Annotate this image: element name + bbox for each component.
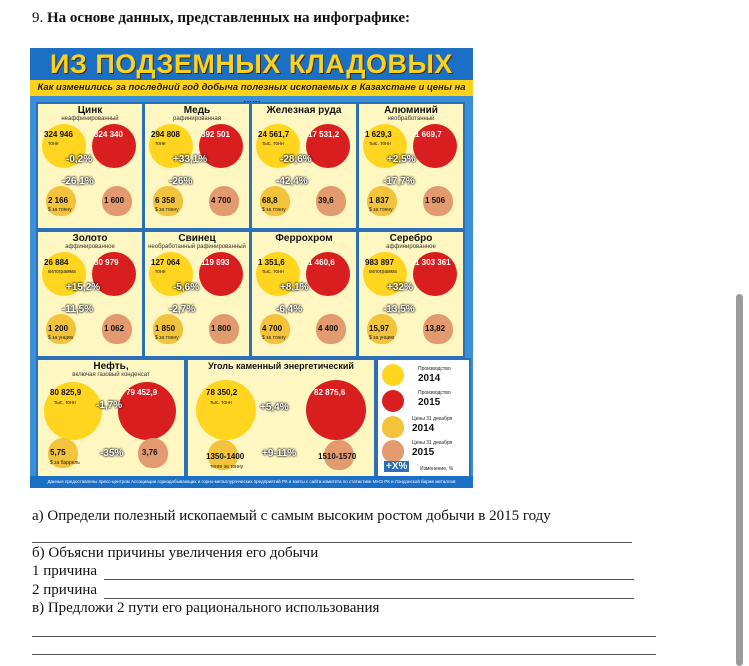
prod-change: -0,2% <box>66 154 93 165</box>
prod-2015-value: 82 875,6 <box>314 388 346 397</box>
prod-change: +15,2% <box>66 282 101 293</box>
legend <box>376 358 471 478</box>
panel-name: Свинец <box>178 233 216 244</box>
price-change: -2,7% <box>169 304 196 315</box>
infographic-footer: Данные предоставлены пресс-центром Ассоциации горнодобывающих и горно-металлургических предприятий РК и взяты с сайта комитета по статистике МНЭ РК и Лондонской бирже металлов <box>30 476 473 488</box>
prod-2014-value: 1 351,6 <box>258 258 285 267</box>
prod-2014-value: 80 825,9 <box>50 388 82 397</box>
prod-2015-value: 79 452,9 <box>126 388 158 397</box>
prod-unit: тыс. тонн <box>262 269 284 275</box>
price-change: -42,4% <box>276 176 308 187</box>
panel-name: Цинк <box>77 105 103 116</box>
price-2015-value: 1 062 <box>104 324 125 333</box>
prod-2015-value: 17 531,2 <box>308 130 340 139</box>
legend-price-2015-label: Цены 31 декабря <box>412 440 453 446</box>
price-change: -6,4% <box>276 304 303 315</box>
question-number: 9. <box>32 10 44 26</box>
answer-line-b1[interactable] <box>104 579 634 580</box>
legend-price-2015-bag <box>382 440 404 462</box>
answer-line-b2[interactable] <box>104 598 634 599</box>
panel-mineral <box>357 102 465 230</box>
panel-mineral <box>250 230 358 358</box>
prod-2015-value: 1 669,7 <box>415 130 442 139</box>
prod-2014-value: 26 884 <box>44 258 69 267</box>
legend-prod-2015-label: Производство <box>418 390 451 396</box>
infographic-title: ИЗ ПОДЗЕМНЫХ КЛАДОВЫХ <box>50 49 453 79</box>
answer-line-c1[interactable] <box>32 636 656 637</box>
legend-price-2014-bag <box>382 416 404 438</box>
price-change: -13,5% <box>383 304 415 315</box>
panel-coal <box>186 358 376 478</box>
legend-prod-2015-swatch <box>382 390 404 412</box>
prod-2015-value: 392 501 <box>201 130 230 139</box>
price-change: -35% <box>100 448 124 459</box>
prod-2014-value: 983 897 <box>365 258 394 267</box>
panel-name: Алюминий <box>384 105 438 116</box>
prod-change: +5,4% <box>260 402 289 413</box>
price-2014-value: 5,75 <box>50 448 66 457</box>
legend-change-symbol: +X% <box>386 461 408 472</box>
price-2014-value: 6 358 <box>155 196 176 205</box>
panel-sub: рафинированная <box>173 116 221 122</box>
prod-2015-value: 30 979 <box>94 258 119 267</box>
panel-mineral <box>36 230 144 358</box>
price-2014-value: 1350-1400 <box>206 452 245 461</box>
vertical-scrollbar[interactable] <box>736 294 743 666</box>
prod-change: -1,7% <box>96 400 123 411</box>
question-heading <box>32 10 410 27</box>
prod-2014-value: 24 561,7 <box>258 130 290 139</box>
task-a: а) Определи полезный ископаемый с самым высоким ростом добычи в 2015 году <box>32 508 551 524</box>
prod-2015-value: 119 893 <box>201 258 230 267</box>
legend-prod-2014-year: 2014 <box>418 373 441 384</box>
prod-unit: тыс. тонн <box>262 141 284 147</box>
price-unit: $ за тонну <box>155 207 179 213</box>
prod-2014-value: 78 350,2 <box>206 388 238 397</box>
panel-sub: необработанный <box>387 116 435 122</box>
price-unit: $ за тонну <box>262 335 286 341</box>
task-b2-label: 2 причина <box>32 582 98 598</box>
price-2015-value: 4 700 <box>211 196 232 205</box>
panel-oil <box>36 358 186 478</box>
legend-change-label: Изменение, % <box>420 466 454 472</box>
price-2014-value: 68,8 <box>262 196 278 205</box>
price-2015-value: 1 800 <box>211 324 232 333</box>
prod-unit: тыс. тонн <box>54 400 76 406</box>
answer-line-c2[interactable] <box>32 654 656 655</box>
price-unit: $ за унцию <box>48 335 74 341</box>
price-2014-value: 1 850 <box>155 324 176 333</box>
panel-name: Уголь каменный энергетический <box>208 361 354 371</box>
price-change: -26,1% <box>62 176 94 187</box>
prod-change: -5,6% <box>173 282 200 293</box>
infographic <box>30 48 473 488</box>
legend-prod-2015-year: 2015 <box>418 397 441 408</box>
price-2015-value: 4 400 <box>318 324 339 333</box>
price-2015-value: 1 506 <box>425 196 446 205</box>
prod-change: -28,6% <box>280 154 312 165</box>
panel-mineral <box>143 102 251 230</box>
price-unit: $ за тонну <box>369 207 393 213</box>
price-2014-value: 15,97 <box>369 324 390 333</box>
price-2015-value: 13,82 <box>425 324 446 333</box>
panel-sub: необработанный рафинированный <box>148 244 246 250</box>
panel-sub: включая газовый конденсат <box>72 372 150 378</box>
prod-change: +33,1% <box>173 154 208 165</box>
panel-sub: неаффинированный <box>61 116 119 122</box>
price-change: -17,7% <box>383 176 415 187</box>
question-text: На основе данных, представленных на инфографике: <box>47 10 411 26</box>
prod-2015-value: 324 340 <box>94 130 123 139</box>
prod-2014-value: 1 629,3 <box>365 130 392 139</box>
prod-unit: тыс. тонн <box>210 400 232 406</box>
infographic-subtitle: Как изменились за последний год добыча полезных ископаемых в Казахстане и цены на <box>30 80 473 96</box>
panel-sub: аффинированное <box>65 244 115 250</box>
panel-name: Золото <box>72 233 108 244</box>
legend-price-2014-label: Цены 31 декабря <box>412 416 453 422</box>
prod-unit: килограмма <box>369 269 397 275</box>
prod-unit: тыс. тонн <box>369 141 391 147</box>
prod-unit: килограмма <box>48 269 76 275</box>
price-change: +9-11% <box>262 448 297 459</box>
panel-name: Железная руда <box>266 105 342 116</box>
legend-prod-2014-swatch <box>382 364 404 386</box>
task-b: б) Объясни причины увеличения его добычи <box>32 545 319 561</box>
panel-name: Медь <box>183 105 211 116</box>
prod-change: +8,1% <box>280 282 309 293</box>
price-unit: $ за тонну <box>262 207 286 213</box>
prod-2014-value: 127 064 <box>151 258 180 267</box>
panel-mineral <box>250 102 358 230</box>
price-unit: $ за тонну <box>48 207 72 213</box>
price-2014-value: 4 700 <box>262 324 283 333</box>
price-2014-value: 1 200 <box>48 324 69 333</box>
price-2015-value: 1 600 <box>104 196 125 205</box>
price-2015-value: 1510-1570 <box>318 452 357 461</box>
panel-sub: аффинированное <box>386 244 436 250</box>
panel-mineral <box>36 102 144 230</box>
price-change: -11,5% <box>62 304 94 315</box>
price-unit: тенге за тонну <box>210 464 244 470</box>
price-unit: $ за тонну <box>155 335 179 341</box>
prod-2014-value: 294 808 <box>151 130 180 139</box>
legend-price-2014-year: 2014 <box>412 423 435 434</box>
prod-unit: тонн <box>48 141 59 147</box>
prod-2014-value: 324 946 <box>44 130 73 139</box>
panel-mineral <box>143 230 251 358</box>
price-unit: $ за баррель <box>50 460 80 466</box>
answer-line-a[interactable] <box>32 542 632 543</box>
price-2014-value: 1 837 <box>369 196 390 205</box>
legend-prod-2014-label: Производство <box>418 366 451 372</box>
legend-price-2015-year: 2015 <box>412 447 435 458</box>
price-change: -26% <box>169 176 193 187</box>
prod-2015-value: 1 303 361 <box>415 258 451 267</box>
prod-change: +2,5% <box>387 154 416 165</box>
panel-name: Нефть, <box>93 361 129 372</box>
prod-2015-value: 1 460,6 <box>308 258 335 267</box>
task-c: в) Предложи 2 пути его рационального использования <box>32 600 380 616</box>
price-2015-value: 3,76 <box>142 448 158 457</box>
panel-name: Серебро <box>389 233 433 244</box>
price-unit: $ за унцию <box>369 335 395 341</box>
task-b1-label: 1 причина <box>32 563 98 579</box>
panel-name: Феррохром <box>275 233 333 244</box>
price-2014-value: 2 166 <box>48 196 69 205</box>
prod-unit: тонн <box>155 269 166 275</box>
prod-change: +32% <box>387 282 413 293</box>
panel-mineral <box>357 230 465 358</box>
prod-unit: тонн <box>155 141 166 147</box>
price-2015-value: 39,6 <box>318 196 334 205</box>
